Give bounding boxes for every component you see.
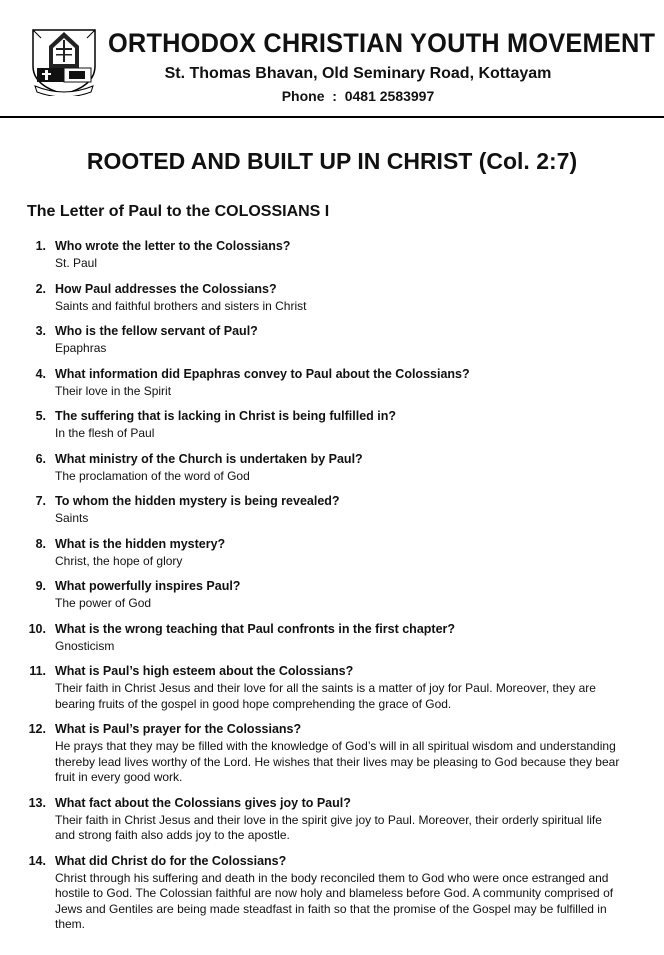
question-item [0, 576, 664, 612]
organization-phone: Phone : 0481 2583997 [281, 88, 435, 104]
question-number: 13. [28, 795, 46, 810]
question-list [0, 236, 664, 940]
question-text: What information did Epaphras convey to Paul about the Colossians? [55, 366, 470, 381]
question-text: What is Paul’s high esteem about the Colossians? [55, 664, 354, 678]
question-text: To whom the hidden mystery is being revealed? [55, 494, 340, 508]
question-text: What powerfully inspires Paul? [55, 579, 241, 593]
organization-address: St. Thomas Bhavan, Old Seminary Road, Kottayam [164, 65, 552, 82]
question-item [0, 793, 664, 844]
answer-text: Epaphras [55, 341, 107, 355]
section-title: The Letter of Paul to the COLOSSIANS I [27, 203, 330, 220]
answer-text: Saints and faithful brothers and sisters in Christ [55, 298, 307, 313]
answer-text: St. Paul [55, 256, 98, 270]
question-number: 9. [35, 579, 46, 593]
church-crest-emblem-icon [29, 24, 99, 96]
answer-text: Their faith in Christ Jesus and their love for all the saints is a matter of joy for Paul. Moreover, they are bearing fruits of the gospel in good hope comprehending the grace of God. [55, 681, 596, 711]
question-number: 2. [35, 281, 46, 296]
header-divider [0, 116, 664, 118]
answer-text: The proclamation of the word of God [55, 468, 250, 483]
question-text: What fact about the Colossians gives joy to Paul? [55, 795, 351, 810]
question-number: 5. [35, 409, 46, 423]
question-text: What is Paul’s prayer for the Colossians? [55, 722, 302, 736]
question-item [0, 534, 664, 570]
question-item [0, 619, 664, 655]
answer-text: Their faith in Christ Jesus and their love in the spirit give joy to Paul. Moreover, their orderly spiritual life and strong faith also adds joy to the apostle. [55, 812, 602, 842]
question-number: 8. [35, 536, 46, 551]
question-number: 6. [35, 451, 46, 466]
answer-text: Saints [55, 511, 89, 525]
question-item [0, 279, 664, 315]
question-item [0, 321, 664, 357]
question-text: Who wrote the letter to the Colossians? [55, 239, 291, 253]
question-text: What is the hidden mystery? [55, 536, 226, 551]
question-number: 4. [35, 366, 46, 381]
answer-text: In the flesh of Paul [55, 426, 155, 440]
question-text: What ministry of the Church is undertaken by Paul? [55, 451, 363, 466]
answer-text: He prays that they may be filled with the knowledge of God’s will in all spiritual wisdom and understanding thereby lead lives worthy of the Lord. He wishes that their lives may be pleasing to God because they bear fruit in every good work. [55, 739, 620, 784]
question-text: What did Christ do for the Colossians? [55, 853, 287, 868]
question-text: What is the wrong teaching that Paul confronts in the first chapter? [55, 621, 456, 636]
answer-text: The power of God [55, 596, 152, 610]
question-text: How Paul addresses the Colossians? [55, 281, 277, 296]
question-item [0, 364, 664, 400]
question-number: 10. [28, 621, 46, 636]
answer-text: Gnosticism [55, 638, 115, 653]
question-number: 3. [35, 324, 46, 338]
question-number: 1. [35, 239, 46, 253]
question-number: 11. [29, 664, 46, 678]
organization-name: ORTHODOX CHRISTIAN YOUTH MOVEMENT [108, 28, 656, 58]
question-text: Who is the fellow servant of Paul? [55, 324, 258, 338]
question-item [0, 406, 664, 442]
question-number: 7. [35, 494, 46, 508]
answer-text: Christ, the hope of glory [55, 553, 183, 568]
page-title: ROOTED AND BUILT UP IN CHRIST (Col. 2:7) [86, 148, 578, 174]
question-text: The suffering that is lacking in Christ is being fulfilled in? [55, 409, 396, 423]
question-item [0, 851, 664, 933]
question-number: 14. [28, 853, 46, 868]
letterhead [0, 0, 664, 117]
question-number: 12. [28, 722, 46, 736]
answer-text: Christ through his suffering and death in the body reconciled them to God who were once estranged and hostile to God. The Colossian faithful are now holy and blameless before God. A community comprised of Jews and Gentiles are being made steadfast in faith so that the promise of the Gospel may be fulfilled in them. [55, 870, 614, 931]
question-item [0, 449, 664, 485]
question-item [0, 236, 664, 272]
answer-text: Their love in the Spirit [55, 383, 172, 398]
question-item [0, 491, 664, 527]
question-item [0, 661, 664, 712]
question-item [0, 719, 664, 786]
